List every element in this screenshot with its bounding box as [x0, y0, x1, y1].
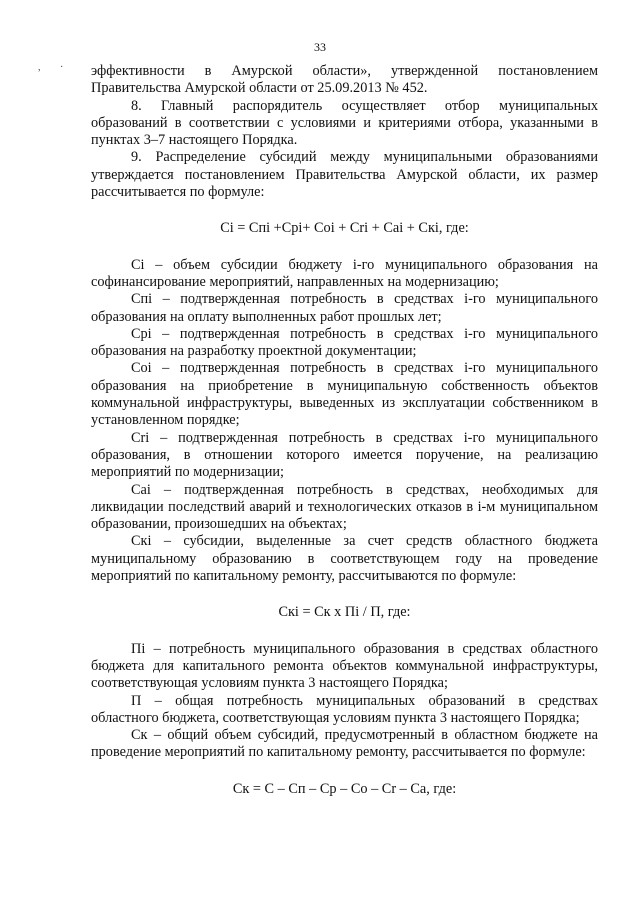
paragraph: 8. Главный распорядитель осуществляет отбор муниципальных образований в соответствии с условиями и критериями отбора, указанными в пунктах 3–7 настоящего Порядка.	[91, 97, 598, 149]
margin-mark: ,	[38, 62, 41, 73]
formula: Ск = С – Сп – Ср – Со – Сr – Са, где:	[232, 780, 457, 797]
paragraph: Скi – субсидии, выделенные за счет средств областного бюджета муниципальному образованию в соответствующем году на проведение мероприятий по капитальному ремонту, рассчитываются по формуле:	[91, 533, 598, 585]
formula: Скi = Ск х Пi / П, где:	[278, 604, 411, 621]
paragraph: Соi – подтвержденная потребность в средствах i-го муниципального образования на приобретение в муниципальную собственность объектов коммунальной инфраструктуры, выведенных из эксплуатации собственником в установленном порядке;	[91, 360, 598, 429]
paragraph: Пi – потребность муниципального образования в средствах областного бюджета для капитального ремонта объектов коммунальной инфраструктуры, соответствующая условиям пункта 3 настоящего Порядка;	[91, 640, 598, 692]
paragraph: Сi – объем субсидии бюджету i-го муниципального образования на софинансирование мероприятий, направленных на модернизацию;	[91, 256, 598, 290]
paragraph: П – общая потребность муниципальных образований в средствах областного бюджета, соответствующая условиям пункта 3 настоящего Порядка;	[91, 692, 598, 726]
paragraph: Срi – подтвержденная потребность в средствах i-го муниципального образования на разработку проектной документации;	[91, 325, 598, 360]
paragraph: Саi – подтвержденная потребность в средствах, необходимых для ликвидации последствий аварий и технологических отказов в i-м муниципальном образовании, произошедших на объектах;	[91, 481, 598, 533]
paragraph: эффективности в Амурской области», утвержденной постановлением Правительства Амурской области от 25.09.2013 № 452.	[91, 63, 598, 97]
page-number: 33	[314, 40, 326, 54]
margin-mark: ·	[60, 62, 64, 73]
document-body	[91, 63, 598, 798]
formula: Сi = Cпi +Срi+ Соi + Сri + Саi + Скi, где:	[220, 220, 469, 237]
paragraph: 9. Распределение субсидий между муниципальными образованиями утверждается постановлением Правительства Амурской области, их размер рассчитывается по формуле:	[91, 149, 598, 201]
paragraph: Сri – подтвержденная потребность в средствах i-го муниципального образования, в отношении которого имеется поручение, на реализацию мероприятий по модернизации;	[91, 429, 598, 481]
paragraph: Ск – общий объем субсидий, предусмотренный в областном бюджете на проведение мероприятий по капитальному ремонту, рассчитывается по формуле:	[91, 727, 598, 761]
paragraph: Cпi – подтвержденная потребность в средствах i-го муниципального образования на оплату выполненных работ прошлых лет;	[91, 291, 598, 325]
